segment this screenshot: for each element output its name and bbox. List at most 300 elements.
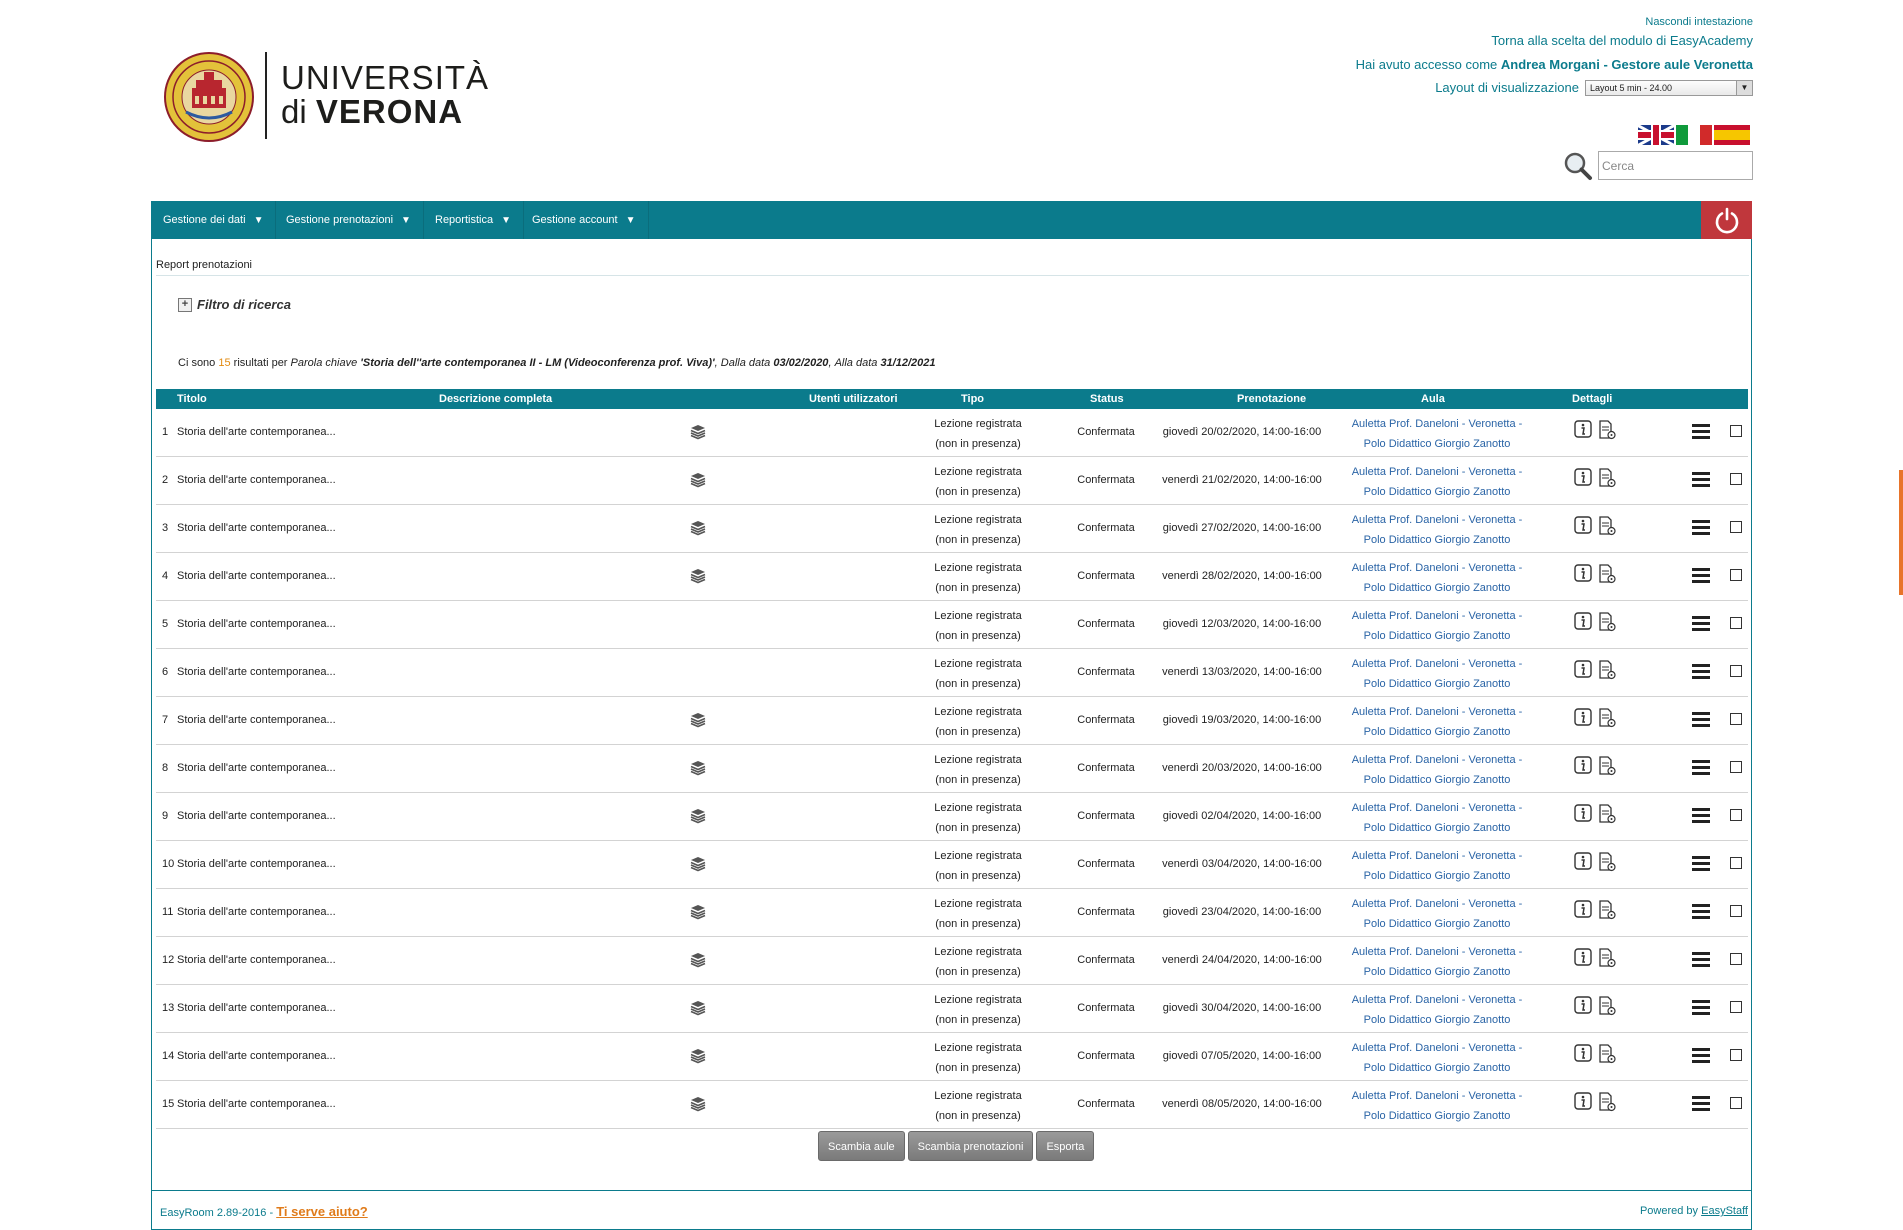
- university-seal-icon: [164, 52, 254, 142]
- row-checkbox[interactable]: [1730, 809, 1742, 821]
- row-aula-link[interactable]: [1344, 1086, 1530, 1126]
- row-tipo: [918, 462, 1038, 502]
- table-row[interactable]: [156, 505, 1748, 553]
- header-utenti[interactable]: Utenti utilizzatori: [809, 393, 898, 405]
- row-checkbox[interactable]: [1730, 1097, 1742, 1109]
- row-checkbox[interactable]: [1730, 569, 1742, 581]
- logo-university: UNIVERSITÀ: [281, 59, 490, 96]
- swap-rooms-button[interactable]: Scambia aule: [818, 1131, 905, 1161]
- row-prenotazione: giovedì 19/03/2020, 14:00-16:00: [1162, 714, 1322, 726]
- row-title[interactable]: Storia dell'arte contemporanea...: [177, 426, 336, 438]
- row-aula-line1: Auletta Prof. Daneloni - Veronetta -: [1351, 658, 1523, 670]
- caret-down-icon: ▼: [625, 215, 636, 226]
- language-flags: [1638, 125, 1750, 145]
- logo-verona-bold: VERONA: [315, 93, 464, 130]
- results-keyword: 'Storia dell''arte contemporanea II - LM (Videoconferenza prof. Viva)': [360, 357, 715, 369]
- row-prenotazione: venerdì 13/03/2020, 14:00-16:00: [1162, 666, 1322, 678]
- users-stack-icon[interactable]: [689, 999, 707, 1017]
- header-titolo[interactable]: Titolo: [177, 393, 207, 405]
- document-settings-icon[interactable]: [1598, 660, 1616, 680]
- info-icon[interactable]: [1574, 804, 1592, 822]
- row-aula-line1: Auletta Prof. Daneloni - Veronetta -: [1351, 898, 1523, 910]
- flag-spain-icon[interactable]: [1714, 125, 1750, 145]
- row-tipo: [918, 558, 1038, 598]
- row-aula-line1: Auletta Prof. Daneloni - Veronetta -: [1351, 466, 1523, 478]
- row-title[interactable]: Storia dell'arte contemporanea...: [177, 858, 336, 870]
- header-prenotazione[interactable]: Prenotazione: [1237, 393, 1307, 405]
- table-row[interactable]: [156, 889, 1748, 937]
- row-tipo-line2: (non in presenza): [935, 918, 1021, 930]
- document-settings-icon[interactable]: [1598, 564, 1616, 584]
- row-number: 11: [162, 906, 174, 918]
- row-checkbox[interactable]: [1730, 521, 1742, 533]
- row-prenotazione: venerdì 08/05/2020, 14:00-16:00: [1162, 1098, 1322, 1110]
- row-prenotazione: giovedì 20/02/2020, 14:00-16:00: [1162, 426, 1322, 438]
- row-aula-link[interactable]: [1344, 654, 1530, 694]
- row-aula-line1: Auletta Prof. Daneloni - Veronetta -: [1351, 1090, 1523, 1102]
- table-row[interactable]: [156, 697, 1748, 745]
- row-aula-line2: Polo Didattico Giorgio Zanotto: [1363, 918, 1511, 930]
- header-descrizione[interactable]: Descrizione completa: [439, 393, 553, 405]
- row-aula-line1: Auletta Prof. Daneloni - Veronetta -: [1351, 850, 1523, 862]
- caret-down-icon: ▼: [501, 215, 511, 226]
- row-number: 7: [162, 714, 169, 726]
- row-aula-link[interactable]: [1344, 798, 1530, 838]
- row-aula-link[interactable]: [1344, 750, 1530, 790]
- table-body: [156, 409, 1748, 1129]
- logout-button[interactable]: [1701, 201, 1752, 239]
- document-settings-icon[interactable]: [1598, 612, 1616, 632]
- document-settings-icon[interactable]: [1598, 516, 1616, 536]
- row-aula-line2: Polo Didattico Giorgio Zanotto: [1363, 486, 1511, 498]
- hide-header-link[interactable]: Nascondi intestazione: [1645, 16, 1753, 28]
- results-sep: ,: [714, 357, 718, 369]
- power-icon: [1713, 206, 1741, 234]
- header-tipo[interactable]: Tipo: [961, 393, 985, 405]
- row-aula-line2: Polo Didattico Giorgio Zanotto: [1363, 726, 1511, 738]
- row-prenotazione: venerdì 24/04/2020, 14:00-16:00: [1162, 954, 1322, 966]
- row-prenotazione: giovedì 27/02/2020, 14:00-16:00: [1162, 522, 1322, 534]
- easystaff-link[interactable]: EasyStaff: [1701, 1205, 1748, 1217]
- hamburger-menu-icon[interactable]: [1691, 1094, 1711, 1112]
- search-icon[interactable]: [1563, 151, 1593, 181]
- row-tipo-line2: (non in presenza): [935, 630, 1021, 642]
- document-settings-icon[interactable]: [1598, 996, 1616, 1016]
- row-tipo-line1: Lezione registrata: [934, 418, 1022, 430]
- logo-divider: [265, 52, 267, 139]
- row-tipo-line2: (non in presenza): [935, 438, 1021, 450]
- document-settings-icon[interactable]: [1598, 708, 1616, 728]
- swap-bookings-button[interactable]: Scambia prenotazioni: [908, 1131, 1034, 1161]
- menu-label: Reportistica: [435, 214, 494, 226]
- row-checkbox[interactable]: [1730, 857, 1742, 869]
- row-title[interactable]: Storia dell'arte contemporanea...: [177, 1050, 336, 1062]
- row-status: Confermata: [1077, 954, 1135, 966]
- row-tipo-line1: Lezione registrata: [934, 466, 1022, 478]
- row-title[interactable]: Storia dell'arte contemporanea...: [177, 618, 336, 630]
- row-aula-line2: Polo Didattico Giorgio Zanotto: [1363, 966, 1511, 978]
- row-number: 3: [162, 522, 169, 534]
- row-title[interactable]: Storia dell'arte contemporanea...: [177, 522, 336, 534]
- results-keyword-label: Parola chiave: [290, 357, 358, 369]
- row-tipo-line2: (non in presenza): [935, 822, 1021, 834]
- row-number: 9: [162, 810, 169, 822]
- row-title[interactable]: Storia dell'arte contemporanea...: [177, 1098, 336, 1110]
- document-settings-icon[interactable]: [1598, 756, 1616, 776]
- row-checkbox[interactable]: [1730, 617, 1742, 629]
- hamburger-menu-icon[interactable]: [1691, 518, 1711, 536]
- export-button[interactable]: Esporta: [1036, 1131, 1094, 1161]
- row-aula-link[interactable]: [1344, 558, 1530, 598]
- row-tipo-line1: Lezione registrata: [934, 514, 1022, 526]
- hamburger-menu-icon[interactable]: [1691, 902, 1711, 920]
- table-row[interactable]: [156, 649, 1748, 697]
- document-settings-icon[interactable]: [1598, 852, 1616, 872]
- info-icon[interactable]: [1574, 612, 1592, 630]
- footer-version: [160, 1204, 368, 1219]
- menu-gestione-dati[interactable]: [151, 201, 276, 239]
- help-link[interactable]: Ti serve aiuto?: [276, 1204, 368, 1219]
- row-aula-line1: Auletta Prof. Daneloni - Veronetta -: [1351, 946, 1523, 958]
- header-dettagli: Dettagli: [1572, 393, 1613, 405]
- flag-italy-icon[interactable]: [1676, 125, 1712, 145]
- row-tipo-line2: (non in presenza): [935, 726, 1021, 738]
- row-status: Confermata: [1077, 714, 1135, 726]
- row-tipo: [918, 894, 1038, 934]
- users-stack-icon[interactable]: [689, 855, 707, 873]
- users-stack-icon[interactable]: [689, 567, 707, 585]
- users-stack-icon[interactable]: [689, 1047, 707, 1065]
- row-status: Confermata: [1077, 810, 1135, 822]
- row-aula-line1: Auletta Prof. Daneloni - Veronetta -: [1351, 514, 1523, 526]
- header-aula[interactable]: Aula: [1421, 393, 1445, 405]
- row-tipo: [918, 846, 1038, 886]
- menu-label: Gestione account: [532, 214, 618, 226]
- row-aula-link[interactable]: [1344, 702, 1530, 742]
- row-title[interactable]: Storia dell'arte contemporanea...: [177, 474, 336, 486]
- document-settings-icon[interactable]: [1598, 948, 1616, 968]
- row-tipo-line2: (non in presenza): [935, 534, 1021, 546]
- title-divider: [156, 275, 1749, 276]
- row-checkbox[interactable]: [1730, 1049, 1742, 1061]
- row-status: Confermata: [1077, 1002, 1135, 1014]
- table-row[interactable]: [156, 745, 1748, 793]
- row-status: Confermata: [1077, 906, 1135, 918]
- row-status: Confermata: [1077, 570, 1135, 582]
- table-row[interactable]: [156, 601, 1748, 649]
- results-count: 15: [218, 357, 231, 369]
- row-prenotazione: venerdì 03/04/2020, 14:00-16:00: [1162, 858, 1322, 870]
- table-row[interactable]: [156, 841, 1748, 889]
- row-aula-link[interactable]: [1344, 606, 1530, 646]
- row-aula-line1: Auletta Prof. Daneloni - Veronetta -: [1351, 706, 1523, 718]
- table-row[interactable]: [156, 553, 1748, 601]
- row-tipo-line1: Lezione registrata: [934, 562, 1022, 574]
- access-prefix: Hai avuto accesso come: [1355, 57, 1498, 72]
- bookings-table: [156, 389, 1748, 1129]
- row-number: 4: [162, 570, 169, 582]
- logo-di: di: [281, 93, 307, 130]
- hamburger-menu-icon[interactable]: [1691, 854, 1711, 872]
- row-tipo-line1: Lezione registrata: [934, 946, 1022, 958]
- document-settings-icon[interactable]: [1598, 468, 1616, 488]
- hamburger-menu-icon[interactable]: [1691, 998, 1711, 1016]
- side-feedback-tab[interactable]: [1899, 470, 1903, 595]
- caret-down-icon: ▼: [253, 215, 264, 226]
- hamburger-menu-icon[interactable]: [1691, 710, 1711, 728]
- back-to-modules-link[interactable]: Torna alla scelta del modulo di EasyAcademy: [1491, 33, 1753, 48]
- users-stack-icon[interactable]: [689, 423, 707, 441]
- search-filter-toggle[interactable]: [178, 297, 291, 312]
- row-tipo-line1: Lezione registrata: [934, 898, 1022, 910]
- row-aula-line2: Polo Didattico Giorgio Zanotto: [1363, 822, 1511, 834]
- filter-label: Filtro di ricerca: [197, 297, 291, 312]
- table-row[interactable]: [156, 409, 1748, 457]
- row-title[interactable]: Storia dell'arte contemporanea...: [177, 1002, 336, 1014]
- row-tipo-line1: Lezione registrata: [934, 754, 1022, 766]
- results-from-label: Dalla data: [720, 357, 771, 369]
- header-user-panel: [1356, 14, 1753, 99]
- row-status: Confermata: [1077, 858, 1135, 870]
- row-tipo-line1: Lezione registrata: [934, 1042, 1022, 1054]
- row-tipo-line1: Lezione registrata: [934, 1090, 1022, 1102]
- users-stack-icon[interactable]: [689, 951, 707, 969]
- row-tipo-line1: Lezione registrata: [934, 850, 1022, 862]
- row-prenotazione: giovedì 23/04/2020, 14:00-16:00: [1162, 906, 1322, 918]
- search-input[interactable]: [1598, 151, 1753, 180]
- row-tipo: [918, 798, 1038, 838]
- results-to: 31/12/2021: [880, 357, 936, 369]
- menu-label: Gestione prenotazioni: [286, 214, 394, 226]
- hamburger-menu-icon[interactable]: [1691, 806, 1711, 824]
- footer-powered: [1640, 1205, 1748, 1217]
- hamburger-menu-icon[interactable]: [1691, 950, 1711, 968]
- results-prefix: Ci sono: [178, 357, 216, 369]
- university-logo: [164, 50, 490, 144]
- row-checkbox[interactable]: [1730, 1001, 1742, 1013]
- table-header: [156, 389, 1748, 409]
- row-aula-line2: Polo Didattico Giorgio Zanotto: [1363, 1014, 1511, 1026]
- row-tipo: [918, 606, 1038, 646]
- caret-down-icon: ▼: [401, 215, 411, 226]
- row-tipo-line2: (non in presenza): [935, 870, 1021, 882]
- row-number: 12: [162, 954, 175, 966]
- hamburger-menu-icon[interactable]: [1691, 758, 1711, 776]
- row-title[interactable]: Storia dell'arte contemporanea...: [177, 570, 336, 582]
- row-checkbox[interactable]: [1730, 665, 1742, 677]
- access-info: [1356, 54, 1753, 76]
- row-aula-line1: Auletta Prof. Daneloni - Veronetta -: [1351, 1042, 1523, 1054]
- row-aula-link[interactable]: [1344, 990, 1530, 1030]
- row-title[interactable]: Storia dell'arte contemporanea...: [177, 954, 336, 966]
- table-row[interactable]: [156, 457, 1748, 505]
- row-checkbox[interactable]: [1730, 713, 1742, 725]
- hamburger-menu-icon[interactable]: [1691, 470, 1711, 488]
- row-tipo-line2: (non in presenza): [935, 1110, 1021, 1122]
- row-tipo: [918, 942, 1038, 982]
- results-mid: risultati per: [233, 357, 288, 369]
- info-icon[interactable]: [1574, 660, 1592, 678]
- row-title[interactable]: Storia dell'arte contemporanea...: [177, 906, 336, 918]
- row-aula-line2: Polo Didattico Giorgio Zanotto: [1363, 630, 1511, 642]
- row-title[interactable]: Storia dell'arte contemporanea...: [177, 666, 336, 678]
- row-number: 5: [162, 618, 169, 630]
- row-title[interactable]: Storia dell'arte contemporanea...: [177, 714, 336, 726]
- row-tipo: [918, 1086, 1038, 1126]
- hamburger-menu-icon[interactable]: [1691, 1046, 1711, 1064]
- users-stack-icon[interactable]: [689, 1095, 707, 1113]
- info-icon[interactable]: [1574, 756, 1592, 774]
- results-summary: [178, 357, 936, 369]
- page-title: Report prenotazioni: [156, 259, 253, 271]
- row-tipo: [918, 1038, 1038, 1078]
- document-settings-icon[interactable]: [1598, 1044, 1616, 1064]
- table-row[interactable]: [156, 937, 1748, 985]
- row-aula-line2: Polo Didattico Giorgio Zanotto: [1363, 1110, 1511, 1122]
- row-aula-line2: Polo Didattico Giorgio Zanotto: [1363, 1062, 1511, 1074]
- row-tipo-line2: (non in presenza): [935, 774, 1021, 786]
- row-number: 15: [162, 1098, 175, 1110]
- hamburger-menu-icon[interactable]: [1691, 662, 1711, 680]
- row-aula-link[interactable]: [1344, 510, 1530, 550]
- row-aula-line2: Polo Didattico Giorgio Zanotto: [1363, 678, 1511, 690]
- layout-row: [1356, 77, 1753, 99]
- menu-label: Gestione dei dati: [163, 214, 246, 226]
- users-stack-icon[interactable]: [689, 759, 707, 777]
- row-prenotazione: giovedì 07/05/2020, 14:00-16:00: [1162, 1050, 1322, 1062]
- table-row[interactable]: [156, 793, 1748, 841]
- row-number: 8: [162, 762, 169, 774]
- results-sep: ,: [828, 357, 832, 369]
- row-aula-line2: Polo Didattico Giorgio Zanotto: [1363, 774, 1511, 786]
- row-checkbox[interactable]: [1730, 953, 1742, 965]
- info-icon[interactable]: [1574, 852, 1592, 870]
- menu-gestione-account[interactable]: [520, 201, 649, 239]
- row-tipo-line1: Lezione registrata: [934, 658, 1022, 670]
- hamburger-menu-icon[interactable]: [1691, 422, 1711, 440]
- row-title[interactable]: Storia dell'arte contemporanea...: [177, 810, 336, 822]
- layout-label: Layout di visualizzazione: [1435, 80, 1579, 95]
- row-checkbox[interactable]: [1730, 905, 1742, 917]
- row-prenotazione: giovedì 12/03/2020, 14:00-16:00: [1162, 618, 1322, 630]
- users-stack-icon[interactable]: [689, 903, 707, 921]
- logo-verona: [281, 92, 463, 132]
- flag-uk-icon[interactable]: [1638, 125, 1674, 145]
- header-status[interactable]: Status: [1090, 393, 1124, 405]
- row-aula-link[interactable]: [1344, 414, 1530, 454]
- row-aula-line1: Auletta Prof. Daneloni - Veronetta -: [1351, 994, 1523, 1006]
- layout-select-value: Layout 5 min - 24.00: [1590, 83, 1673, 93]
- row-tipo-line2: (non in presenza): [935, 486, 1021, 498]
- document-settings-icon[interactable]: [1598, 804, 1616, 824]
- info-icon[interactable]: [1574, 900, 1592, 918]
- results-from: 03/02/2020: [773, 357, 829, 369]
- row-tipo-line1: Lezione registrata: [934, 802, 1022, 814]
- info-icon[interactable]: [1574, 708, 1592, 726]
- row-tipo-line1: Lezione registrata: [934, 706, 1022, 718]
- row-aula-line1: Auletta Prof. Daneloni - Veronetta -: [1351, 802, 1523, 814]
- row-tipo: [918, 414, 1038, 454]
- menu-reportistica[interactable]: [423, 201, 524, 239]
- row-aula-link[interactable]: [1344, 846, 1530, 886]
- row-status: Confermata: [1077, 1050, 1135, 1062]
- info-icon[interactable]: [1574, 468, 1592, 486]
- info-icon[interactable]: [1574, 564, 1592, 582]
- info-icon[interactable]: [1574, 516, 1592, 534]
- info-icon[interactable]: [1574, 948, 1592, 966]
- row-aula-link[interactable]: [1344, 894, 1530, 934]
- row-number: 2: [162, 474, 169, 486]
- menu-gestione-prenotazioni[interactable]: [274, 201, 424, 239]
- info-icon[interactable]: [1574, 1044, 1592, 1062]
- row-tipo-line2: (non in presenza): [935, 678, 1021, 690]
- row-aula-link[interactable]: [1344, 942, 1530, 982]
- row-checkbox[interactable]: [1730, 473, 1742, 485]
- row-checkbox[interactable]: [1730, 761, 1742, 773]
- layout-select[interactable]: [1585, 80, 1753, 96]
- row-number: 14: [162, 1050, 175, 1062]
- powered-prefix: Powered by: [1639, 1205, 1699, 1217]
- row-prenotazione: giovedì 30/04/2020, 14:00-16:00: [1162, 1002, 1322, 1014]
- table-row[interactable]: [156, 1081, 1748, 1129]
- hamburger-menu-icon[interactable]: [1691, 566, 1711, 584]
- row-number: 10: [162, 858, 175, 870]
- expand-plus-icon: +: [178, 298, 192, 312]
- info-icon[interactable]: [1574, 420, 1592, 438]
- row-tipo: [918, 654, 1038, 694]
- row-number: 1: [162, 426, 169, 438]
- results-to-label: Alla data: [834, 357, 878, 369]
- document-settings-icon[interactable]: [1598, 1092, 1616, 1112]
- info-icon[interactable]: [1574, 996, 1592, 1014]
- row-status: Confermata: [1077, 522, 1135, 534]
- users-stack-icon[interactable]: [689, 711, 707, 729]
- users-stack-icon[interactable]: [689, 471, 707, 489]
- table-row[interactable]: [156, 1033, 1748, 1081]
- row-tipo-line2: (non in presenza): [935, 1014, 1021, 1026]
- row-tipo-line2: (non in presenza): [935, 1062, 1021, 1074]
- users-stack-icon[interactable]: [689, 807, 707, 825]
- row-title[interactable]: Storia dell'arte contemporanea...: [177, 762, 336, 774]
- row-checkbox[interactable]: [1730, 425, 1742, 437]
- action-buttons: [818, 1131, 1094, 1161]
- row-tipo: [918, 702, 1038, 742]
- main-menu-bar: [151, 201, 1752, 239]
- row-aula-line2: Polo Didattico Giorgio Zanotto: [1363, 582, 1511, 594]
- row-prenotazione: venerdì 21/02/2020, 14:00-16:00: [1162, 474, 1322, 486]
- users-stack-icon[interactable]: [689, 519, 707, 537]
- document-settings-icon[interactable]: [1598, 420, 1616, 440]
- info-icon[interactable]: [1574, 1092, 1592, 1110]
- row-aula-line1: Auletta Prof. Daneloni - Veronetta -: [1351, 562, 1523, 574]
- document-settings-icon[interactable]: [1598, 900, 1616, 920]
- table-row[interactable]: [156, 985, 1748, 1033]
- footer-divider: [151, 1190, 1752, 1191]
- row-aula-line2: Polo Didattico Giorgio Zanotto: [1363, 534, 1511, 546]
- row-tipo-line2: (non in presenza): [935, 966, 1021, 978]
- row-aula-link[interactable]: [1344, 1038, 1530, 1078]
- row-prenotazione: venerdì 28/02/2020, 14:00-16:00: [1162, 570, 1322, 582]
- row-aula-line1: Auletta Prof. Daneloni - Veronetta -: [1351, 754, 1523, 766]
- row-aula-line2: Polo Didattico Giorgio Zanotto: [1363, 438, 1511, 450]
- row-tipo-line1: Lezione registrata: [934, 994, 1022, 1006]
- row-status: Confermata: [1077, 666, 1135, 678]
- row-aula-link[interactable]: [1344, 462, 1530, 502]
- row-number: 13: [162, 1002, 175, 1014]
- row-status: Confermata: [1077, 618, 1135, 630]
- chevron-down-icon: ▼: [1736, 81, 1752, 95]
- hamburger-menu-icon[interactable]: [1691, 614, 1711, 632]
